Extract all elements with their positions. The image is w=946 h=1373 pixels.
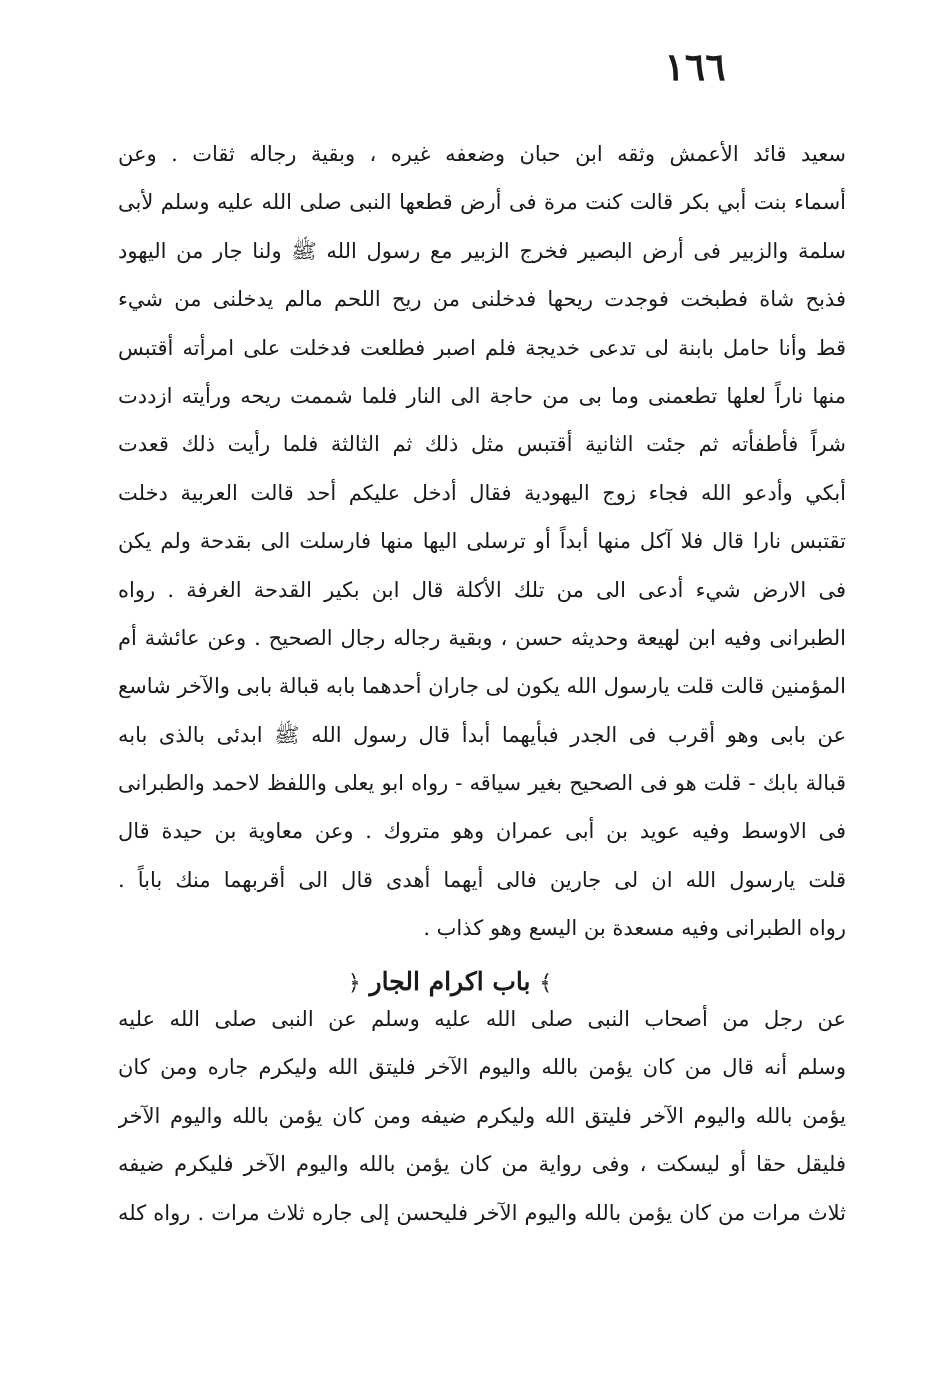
text-line: سعيد قائد الأعمش وثقه ابن حبان وضعفه غيره ، وبقية رجاله ثقات . وعن xyxy=(118,142,846,166)
text-line: يؤمن بالله واليوم الآخر فليتق الله وليكرم ضيفه ومن كان يؤمن بالله واليوم الآخر xyxy=(118,1103,846,1128)
text-line: شراً فأطفأته ثم جئت الثانية أقتبس مثل ذلك ثم الثالثة فلما رأيت ذلك قعدت xyxy=(118,432,846,457)
text-line: أبكي وأدعو الله فجاء زوج اليهودية فقال أدخل عليكم أحد قالت العربية دخلت xyxy=(118,480,846,505)
heading-ornament-close: ﴿ xyxy=(347,971,361,996)
text-line: قبالة بابك - قلت هو فى الصحيح بغير سياقه - رواه ابو يعلى واللفظ لاحمد والطبرانى xyxy=(118,771,846,796)
text-line: المؤمنين قالت قلت يارسول الله يكون لى جاران أحدهما بابه قبالة بابى والآخر شاسع xyxy=(118,674,846,699)
text-line: فى الارض شيء أدعى الى من تلك الأكلة قال ابن بكير القدحة الغرفة . رواه xyxy=(118,577,846,602)
text-line: فذبح شاة فطبخت فوجدت ريحها فدخلنى من ريح اللحم مالم يدخلنى من شيء xyxy=(118,287,846,312)
paragraph-hadith-neighbors xyxy=(118,130,846,953)
heading-ornament-open: ﴾ xyxy=(539,971,553,996)
text-line: أسماء بنت أبي بكر قالت كنت مرة فى أرض قطعها النبى صلى الله عليه وسلم لأبى xyxy=(118,190,846,215)
text-line: فى الاوسط وفيه عويد بن أبى عمران وهو متروك . وعن معاوية بن حيدة قال xyxy=(118,819,846,844)
text-line: وسلم أنه قال من كان يؤمن بالله واليوم الآخر فليتق الله وليكرم جاره ومن كان xyxy=(118,1055,846,1080)
text-line: ثلاث مرات من كان يؤمن بالله واليوم الآخر فليحسن إلى جاره ثلاث مرات . رواه كله xyxy=(118,1200,846,1225)
text-line: سلمة والزبير فى أرض البصير فخرج الزبير مع رسول الله ﷺ ولنا جار من اليهود xyxy=(118,238,846,263)
text-line: رواه الطبرانى وفيه مسعدة بن اليسع وهو كذاب . xyxy=(423,916,846,941)
text-line: الطبرانى وفيه ابن لهيعة وحديثه حسن ، وبقية رجاله رجال الصحيح . وعن عائشة أم xyxy=(118,625,846,650)
text-line: منها ناراً لعلها تطعمنى وما بى من حاجة الى النار فلما شممت ريحه ورأيته ازددت xyxy=(118,383,846,408)
text-line: فليقل حقا أو ليسكت ، وفى رواية من كان يؤمن بالله واليوم الآخر فليكرم ضيفه xyxy=(118,1152,846,1177)
page-number: ١٦٦ xyxy=(664,44,726,89)
text-line: تقتبس نارا قال فلا آكل منها أبداً أو ترسلى اليها منها فارسلت الى بقدحة ولم يكن xyxy=(118,529,846,554)
text-line: قط وأنا حامل بابنة لى تدعى خديجة فلم اصبر فطلعت فدخلت على امرأته أقتبس xyxy=(118,335,846,360)
text-line: عن بابى وهو أقرب فى الجدر فبأيهما أبدأ قال رسول الله ﷺ ابدئى بالذى بابه xyxy=(118,722,846,747)
text-line: قلت يارسول الله ان لى جارين فالى أيهما أهدى قال الى أقربهما منك باباً . xyxy=(118,867,846,892)
paragraph-honoring-neighbor xyxy=(118,995,846,1237)
section-heading-text: باب اكرام الجار xyxy=(369,967,531,996)
text-line: عن رجل من أصحاب النبى صلى الله عليه وسلم عن النبى صلى الله عليه xyxy=(118,1007,846,1031)
